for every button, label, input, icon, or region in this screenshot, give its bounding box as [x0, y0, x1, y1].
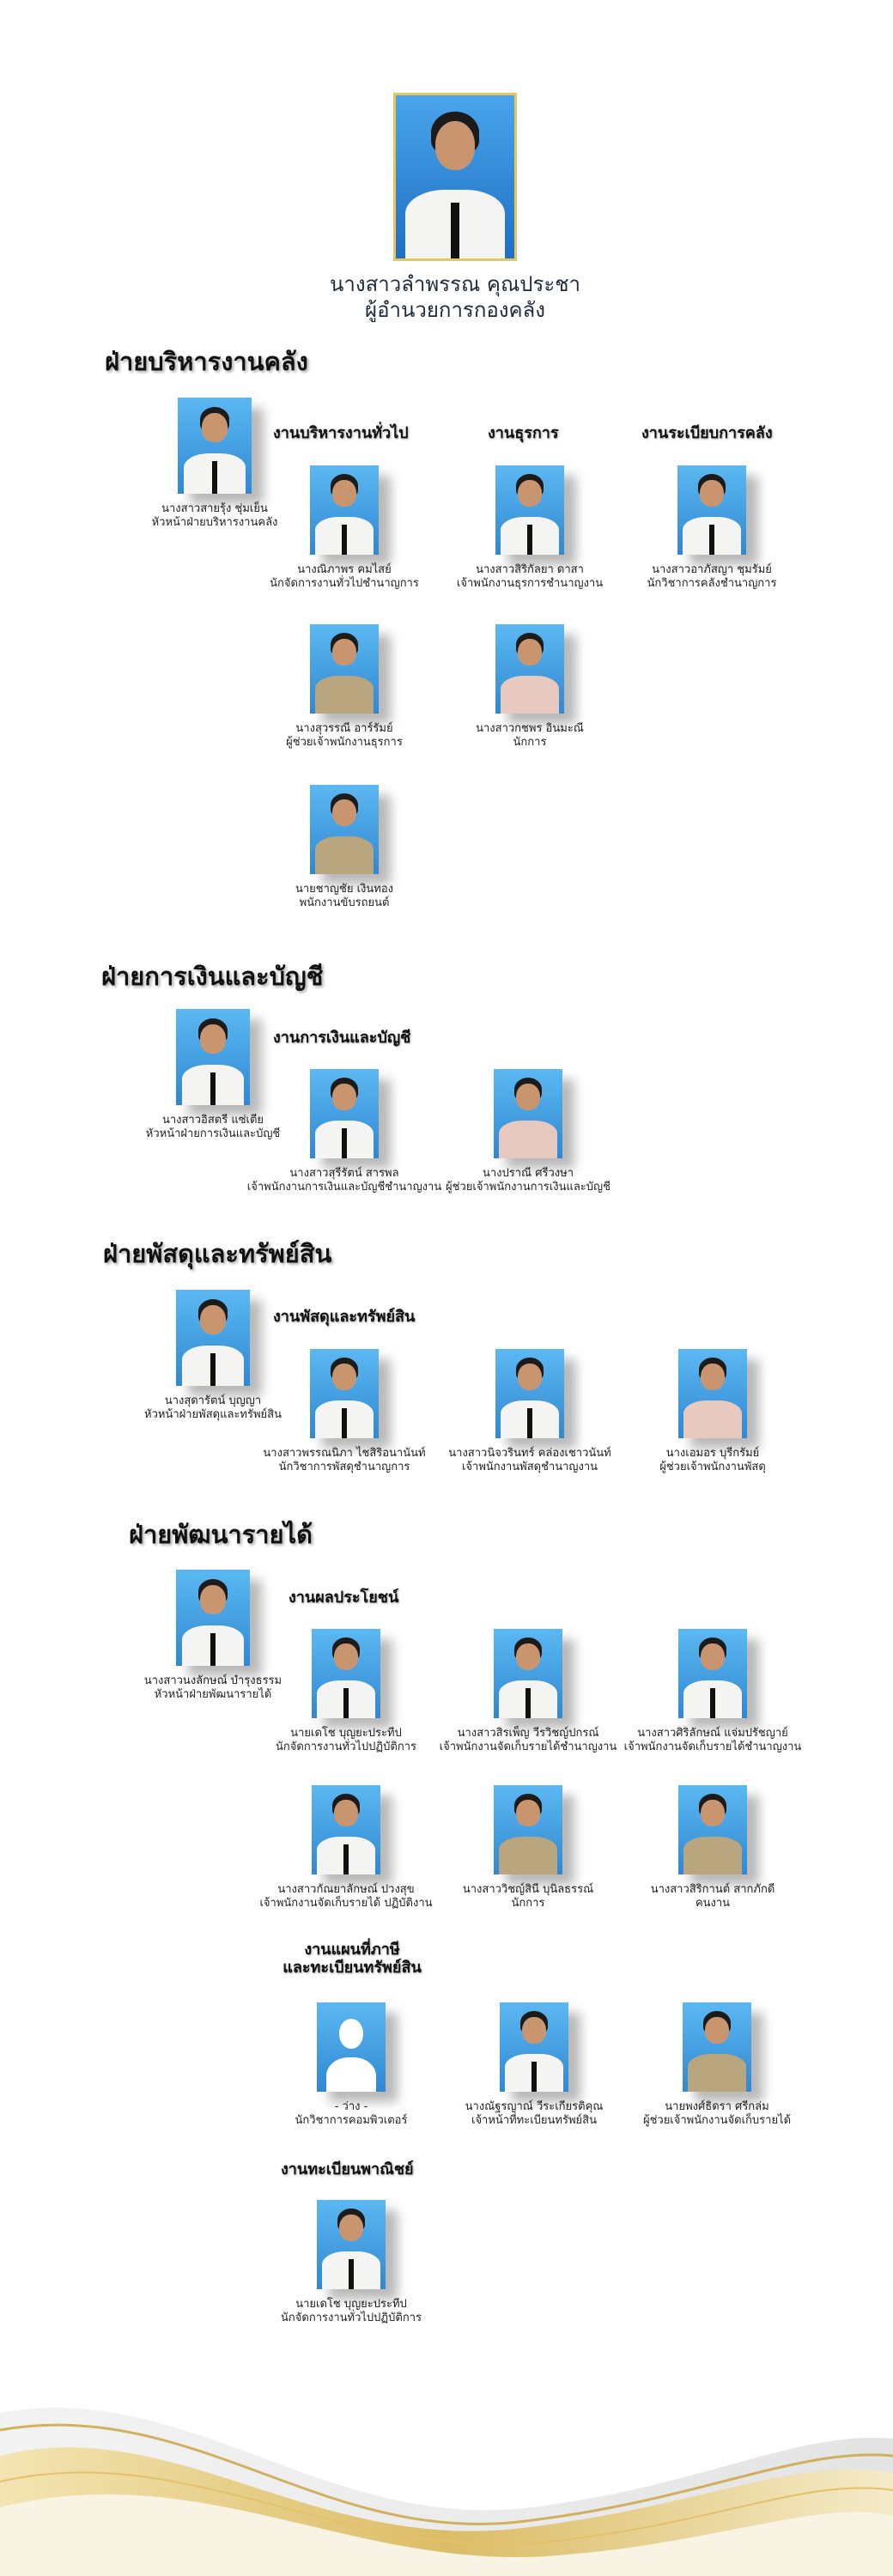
person-name: นายพงศ์ธิดรา ศรีกล่ม	[665, 2100, 769, 2113]
person-position: เจ้าพนักงานธุรการชำนาญงาน	[456, 577, 604, 590]
staff-card	[584, 1629, 841, 1754]
director-photo	[393, 93, 517, 261]
group-title: และทะเบียนทรัพย์สิน	[282, 1959, 422, 1977]
person-photo	[678, 1349, 747, 1438]
person-position: หัวหน้าฝ่ายพัฒนารายได้	[154, 1688, 272, 1701]
section-title-finance-accounting: ฝ่ายการเงินและบัญชี	[101, 962, 324, 991]
person-photo	[495, 465, 564, 555]
person-name: นางสาวสิรเพ็ญ วีรวิชญ์ปกรณ์	[457, 1727, 599, 1740]
person-name: นางณัฐรญาณ์ วีระเกียรติคุณ	[465, 2100, 604, 2113]
person-position: หัวหน้าฝ่ายบริหารงานคลัง	[151, 516, 278, 529]
staff-card	[584, 1785, 841, 1911]
person-name: นางเอมอร บุรีกรัมย์	[665, 1447, 760, 1460]
person-name: นางสาวนงลักษณ์ บำรุงธรรม	[143, 1674, 282, 1687]
group-title: งานพัสดุและทรัพย์สิน	[273, 1308, 416, 1326]
person-name: นางสาวนิจวรินทร์ คล่องเชาวนันท์	[448, 1447, 611, 1460]
person-photo	[494, 1629, 562, 1718]
person-name: นางสาวสายรุ้ง ชุ่มเย็น	[161, 502, 268, 515]
person-position: เจ้าพนักงานจัดเก็บรายได้ชำนาญงาน	[439, 1741, 617, 1753]
person-position: เจ้าพนักงานจัดเก็บรายได้ชำนาญงาน	[623, 1741, 802, 1753]
group-title: งานธุรการ	[488, 424, 559, 442]
person-position: หัวหน้าฝ่ายการเงินและบัญชี	[145, 1127, 281, 1140]
staff-card	[222, 2200, 480, 2325]
person-position: นักจัดการงานทั่วไปปฏิบัติการ	[276, 1741, 416, 1753]
person-name: นางปราณี ศรีวงษา	[482, 1167, 574, 1180]
person-position: เจ้าพนักงานจัดเก็บรายได้ ปฏิบัติงาน	[259, 1897, 433, 1910]
person-position: นักจัดการงานทั่วไปปฏิบัติการ	[281, 2312, 422, 2324]
person-photo	[312, 1629, 380, 1718]
section-title-revenue-development: ฝ่ายพัฒนารายได้	[129, 1520, 313, 1549]
person-position: ผู้ช่วยเจ้าพนักงานการเงินและบัญชี	[446, 1181, 611, 1194]
person-photo	[500, 2002, 568, 2092]
group-title: งานแผนที่ภาษี	[304, 1941, 400, 1959]
person-name: นายเดโช บุญยะประทีป	[290, 1727, 402, 1740]
person-photo	[310, 1349, 379, 1438]
person-name: นางณิภาพร คมไสย์	[297, 563, 392, 576]
person-photo	[678, 1785, 747, 1874]
gold-wave-decoration	[0, 2379, 893, 2576]
person-name: นางสุดารัตน์ บุญญา	[164, 1394, 262, 1407]
person-name: นางสาววิชญ์สินี บุนิลธรรณ์	[462, 1883, 594, 1896]
person-position: ผู้ช่วยเจ้าพนักงานธุรการ	[286, 736, 403, 749]
person-photo	[678, 1629, 747, 1718]
person-position: นักจัดการงานทั่วไปชำนาญการ	[270, 577, 419, 590]
group-title: งานระเบียบการคลัง	[641, 424, 773, 442]
person-photo	[677, 465, 746, 555]
group-title: งานการเงินและบัญชี	[273, 1029, 411, 1047]
person-position: นักการ	[511, 1897, 545, 1910]
person-name: นางสาวสุรีรัตน์ สารพล	[289, 1167, 399, 1180]
person-position: พนักงานขับรถยนต์	[299, 896, 390, 909]
person-photo	[494, 1785, 562, 1874]
person-position: นักวิชาการคอมพิวเตอร์	[295, 2114, 408, 2127]
person-photo	[310, 624, 379, 714]
person-name: นางสาวอาภัสญา ชุมรัมย์	[652, 563, 772, 576]
person-name: นางสาวสิริกัลยา ดาสา	[476, 563, 584, 576]
section-title-finance-admin: ฝ่ายบริหารงานคลัง	[105, 347, 308, 376]
director-card	[326, 93, 584, 323]
staff-card	[588, 2002, 846, 2128]
person-photo	[310, 785, 379, 874]
director-position: ผู้อำนวยการกองคลัง	[365, 298, 545, 322]
person-photo	[310, 1069, 379, 1158]
person-name: นายเดโช บุญยะประทีป	[295, 2298, 407, 2311]
person-position: หัวหน้าฝ่ายพัสดุและทรัพย์สิน	[144, 1408, 282, 1421]
person-position: เจ้าพนักงานพัสดุชำนาญงาน	[461, 1461, 598, 1473]
person-photo	[494, 1069, 562, 1158]
person-position: คนงาน	[695, 1897, 731, 1910]
person-name: นางสาวสิริกานต์ สากภักดี	[650, 1883, 775, 1896]
staff-card	[216, 785, 473, 910]
group-title: งานผลประโยชน์	[289, 1589, 399, 1607]
person-name: นางสาวอิสตรี แซ่เตีย	[161, 1114, 264, 1127]
person-name: นางสาวพรรณนิภา ไชสิริอนานันท์	[263, 1447, 426, 1460]
person-photo	[312, 1785, 380, 1874]
person-name: นางสุวรรณี อาร์รัมย์	[295, 722, 393, 735]
group-title: งานทะเบียนพาณิชย์	[281, 2160, 414, 2178]
section-title-supplies-assets: ฝ่ายพัสดุและทรัพย์สิน	[103, 1239, 332, 1268]
person-name: - ว่าง -	[334, 2100, 368, 2113]
person-position: เจ้าหน้าที่ทะเบียนทรัพย์สิน	[471, 2114, 597, 2127]
staff-card	[401, 624, 659, 750]
staff-card	[583, 465, 841, 591]
staff-card	[399, 1069, 657, 1194]
person-name: นายชาญชัย เงินทอง	[295, 883, 393, 896]
person-position: ผู้ช่วยเจ้าพนักงานจัดเก็บรายได้	[642, 2114, 792, 2127]
person-photo	[683, 2002, 751, 2092]
person-photo	[495, 624, 564, 714]
person-photo	[495, 1349, 564, 1438]
placeholder-avatar-icon	[317, 2002, 386, 2092]
person-position: ผู้ช่วยเจ้าพนักงานพัสดุ	[659, 1461, 766, 1473]
person-position: เจ้าพนักงานการเงินและบัญชีชำนาญงาน	[246, 1181, 442, 1194]
person-position: นักวิชาการคลังชำนาญการ	[647, 577, 777, 590]
person-photo	[317, 2200, 386, 2289]
person-name: นางสาวกัณยาลักษณ์ ปวงสุข	[277, 1883, 415, 1896]
group-title: งานบริหารงานทั่วไป	[273, 424, 409, 442]
person-name: นางสาวกชพร อินมะณี	[476, 722, 584, 735]
person-name: นางสาวศิริลักษณ์ แจ่มปรัชญาย์	[637, 1727, 788, 1740]
person-photo	[310, 465, 379, 555]
person-position: นักวิชาการพัสดุชำนาญการ	[278, 1461, 410, 1473]
person-position: นักการ	[513, 736, 547, 749]
staff-card	[584, 1349, 841, 1474]
director-name: นางสาวลำพรรณ คุณประชา	[330, 272, 580, 296]
